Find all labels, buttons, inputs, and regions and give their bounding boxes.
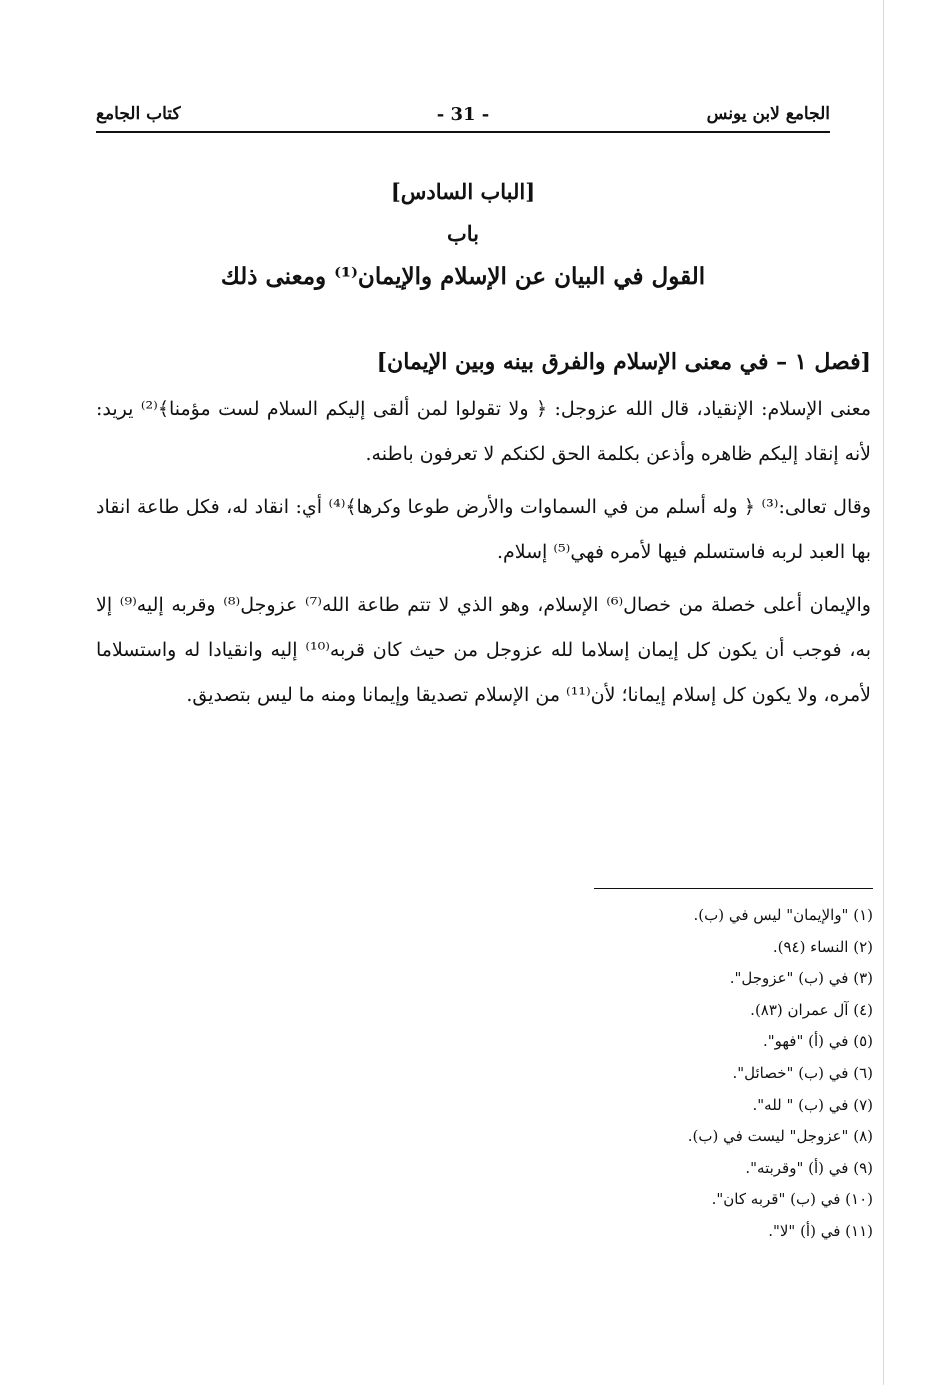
footnote: (٤) آل عمران (٨٣).	[750, 1000, 873, 1019]
chapter-heading: [الباب السادس]	[390, 179, 536, 204]
footnote: (٥) في (أ) "فهو".	[762, 1032, 873, 1051]
header-rule	[96, 131, 830, 133]
footnote: (٨) "عزوجل" ليست في (ب).	[687, 1127, 873, 1146]
footnote: (٦) في (ب) "خصائل".	[732, 1063, 873, 1082]
footnote: (١١) في (أ) "لا".	[768, 1221, 873, 1240]
page-header	[96, 100, 830, 130]
main-heading: القول في البيان عن الإسلام والإيمان⁽¹⁾ ومعنى ذلك	[220, 263, 706, 290]
footnote: (٧) في (ب) " لله".	[752, 1095, 873, 1114]
footnote: (٣) في (ب) "عزوجل".	[729, 969, 873, 988]
footnote: (٩) في (أ) "وقربته".	[745, 1158, 873, 1177]
chapter-titles	[96, 170, 830, 300]
footnote-rule	[594, 888, 873, 889]
body-text	[96, 340, 871, 726]
footnote: (١٠) في (ب) "قربه كان".	[711, 1190, 873, 1209]
paragraph-1: معنى الإسلام: الإنقياد، قال الله عزوجل: ﴿ ولا تقولوا لمن ألقى إليكم السلام لست مؤمنا﴾⁽²⁾ يريد: لأنه إنقاد إليكم ظاهره وأذعن بكلمة الحق لكنكم لا تعرفون باطنه.	[96, 398, 872, 465]
footnote: (١) "والإيمان" ليس في (ب).	[693, 906, 873, 924]
section-heading: [فصل ١ – في معنى الإسلام والفرق بينه وبين الإيمان]	[376, 349, 871, 375]
book-title: الجامع لابن يونس	[706, 104, 830, 124]
paragraph-3: والإيمان أعلى خصلة من خصال⁽⁶⁾ الإسلام، وهو الذي لا تتم طاعة الله⁽⁷⁾ عزوجل⁽⁸⁾ وقربه إليه⁽⁹⁾ إلا به، فوجب أن يكون كل إيمان إسلاما لله عزوجل من حيث كان قربه⁽¹⁰⁾ إليه وانقيادا له واستسلاما لأمره، ولا يكون كل إسلام إيمانا؛ لأن⁽¹¹⁾ من الإسلام تصديقا وإيمانا ومنه ما ليس بتصديق.	[96, 594, 871, 706]
footnotes	[560, 900, 873, 1248]
page-number: - 31 -	[436, 104, 490, 125]
page-edge-line	[883, 0, 884, 1385]
bab-heading: باب	[446, 221, 479, 246]
section-title: كتاب الجامع	[96, 104, 181, 124]
footnote: (٢) النساء (٩٤).	[772, 937, 873, 956]
paragraph-2: وقال تعالى:⁽³⁾ ﴿ وله أسلم من في السماوات والأرض طوعا وكرها﴾⁽⁴⁾ أي: انقاد له، فكل طاعة انقاد بها العبد لربه فاستسلم فيها لأمره فهي⁽⁵⁾ إسلام.	[96, 496, 871, 563]
